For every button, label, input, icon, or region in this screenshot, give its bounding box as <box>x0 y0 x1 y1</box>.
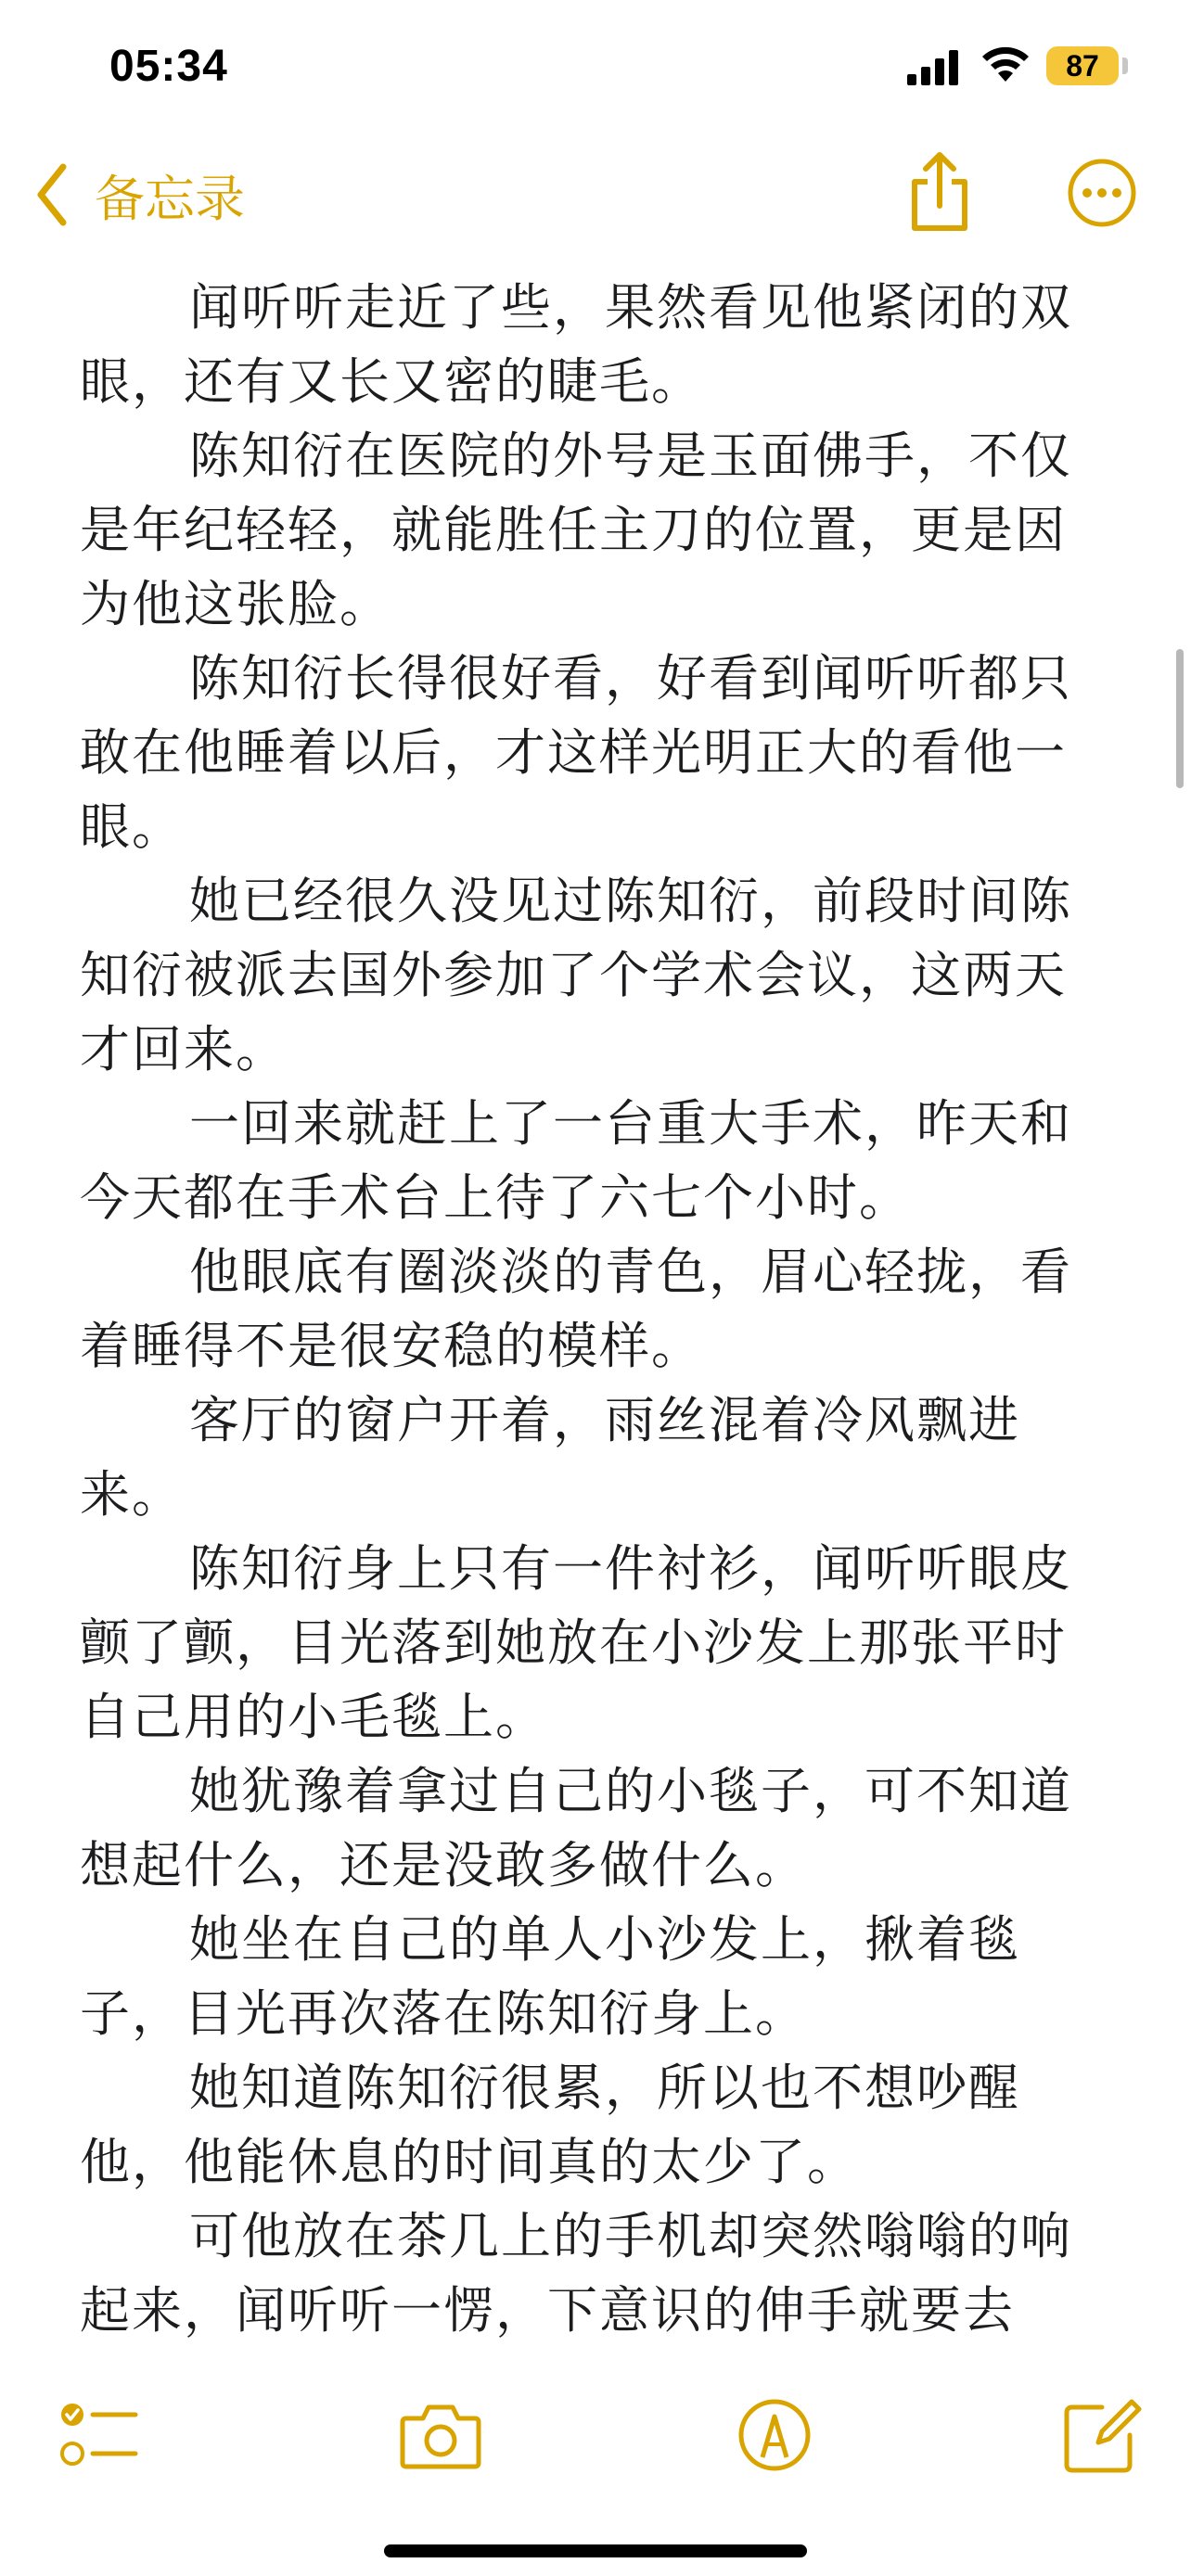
share-icon[interactable] <box>907 150 972 234</box>
chevron-left-icon <box>33 161 70 228</box>
nav-bar <box>0 130 1191 260</box>
battery-level: 87 <box>1066 48 1099 83</box>
compose-icon <box>1061 2396 1145 2474</box>
signal-icon <box>907 50 959 85</box>
compose-button[interactable] <box>1061 2396 1145 2474</box>
scroll-indicator[interactable] <box>1176 649 1184 788</box>
note-line: 想起什么，还是没敢多做什么。 <box>80 1836 807 1894</box>
note-line: 闻听听走近了些，果然看见他紧闭的双 <box>189 278 1072 337</box>
note-line: 陈知衍在医院的外号是玉面佛手，不仅 <box>189 427 1072 485</box>
bottom-toolbar <box>0 2383 1191 2485</box>
home-indicator[interactable] <box>384 2544 807 2557</box>
note-line: 她知道陈知衍很累，所以也不想吵醒 <box>189 2059 1020 2117</box>
note-line: 陈知衍长得很好看，好看到闻听听都只 <box>189 649 1072 708</box>
battery-cap <box>1122 57 1128 74</box>
note-line: 才回来。 <box>80 1020 288 1078</box>
note-line: 知衍被派去国外参加了个学术会议，这两天 <box>80 946 1067 1004</box>
status-bar <box>0 0 1191 130</box>
status-time: 05:34 <box>109 42 228 91</box>
note-line: 子，目光再次落在陈知衍身上。 <box>80 1984 807 2043</box>
note-line: 陈知衍身上只有一件衬衫，闻听听眼皮 <box>189 1539 1072 1598</box>
battery-icon <box>1046 46 1119 85</box>
markup-button[interactable] <box>733 2396 816 2474</box>
note-line: 来。 <box>80 1465 184 1524</box>
note-line: 她坐在自己的单人小沙发上，揪着毯 <box>189 1910 1020 1969</box>
wifi-icon <box>980 45 1031 83</box>
note-line: 眼，还有又长又密的睫毛。 <box>80 352 703 411</box>
markup-icon <box>733 2396 816 2474</box>
note-line: 他，他能休息的时间真的太少了。 <box>80 2133 859 2191</box>
note-line: 她已经很久没见过陈知衍，前段时间陈 <box>189 872 1072 930</box>
note-line: 他眼底有圈淡淡的青色，眉心轻拢，看 <box>189 1243 1072 1301</box>
more-icon[interactable] <box>1067 158 1137 228</box>
camera-icon <box>399 2396 482 2474</box>
note-line: 敢在他睡着以后，才这样光明正大的看他一 <box>80 723 1067 782</box>
note-line: 是年纪轻轻，就能胜任主刀的位置，更是因 <box>80 501 1067 559</box>
note-body[interactable] <box>80 271 1119 2348</box>
checklist-button[interactable] <box>58 2396 141 2474</box>
note-line: 可他放在茶几上的手机却突然嗡嗡的响 <box>189 2207 1072 2265</box>
note-line: 起来，闻听听一愣，下意识的伸手就要去 <box>80 2281 1015 2340</box>
note-line: 颤了颤，目光落到她放在小沙发上那张平时 <box>80 1613 1067 1672</box>
note-line: 眼。 <box>80 797 184 856</box>
note-line: 为他这张脸。 <box>80 575 391 633</box>
note-line: 今天都在手术台上待了六七个小时。 <box>80 1168 911 1227</box>
back-label: 备忘录 <box>95 169 245 228</box>
back-button[interactable] <box>33 158 245 232</box>
note-line: 自己用的小毛毯上。 <box>80 1688 547 1746</box>
checklist-icon <box>58 2396 141 2474</box>
note-line: 她犹豫着拿过自己的小毯子，可不知道 <box>189 1762 1072 1820</box>
note-line: 着睡得不是很安稳的模样。 <box>80 1317 703 1375</box>
note-line: 客厅的窗户开着，雨丝混着冷风飘进 <box>189 1391 1020 1449</box>
note-line: 一回来就赶上了一台重大手术，昨天和 <box>189 1094 1072 1153</box>
camera-button[interactable] <box>399 2396 482 2474</box>
